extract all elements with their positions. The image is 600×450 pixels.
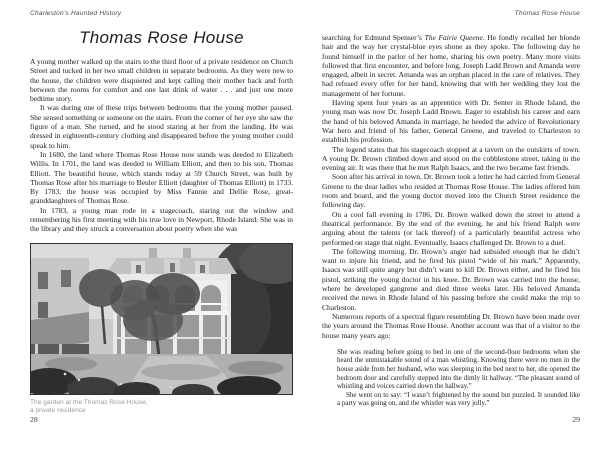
right-page-body: [322, 33, 580, 340]
chapter-title: Thomas Rose House: [79, 28, 244, 47]
photo-garden: [31, 354, 292, 394]
paragraph: In 1680, the land where Thomas Rose House now stands was deeded to Elizabeth Willis. In 1701, the land was deeded to William Elliott, and then to his son, Thomas Elliott. The beautiful house, which stands today at 59 Church Street, was built by Thomas Rose after his marriage to Beuler Elliott (daughter of Thomas Elliott) in 1733. By 1783, the house was occupied by Miss Fannie and Dellie Rose, great-granddaughters of Thomas Rose.: [30, 149, 293, 206]
photo-caption-line1: The garden at the Thomas Rose House,: [30, 399, 148, 406]
paragraph: The following morning, Dr. Brown’s anger had subsided enough that he didn’t want to injure his friend, and he fired his pistol “wide of his mark.” Apparently, Isaacs was still quite angry but didn’t want to kill Dr. Brown either, and he fired his pistol, striking the young doctor in his knee. Dr. Brown was carried into the house, where he developed gangrene and died three weeks later. His beloved Amanda received the news in Rhode Island of his passing before she could make the trip to Charleston.: [322, 246, 580, 312]
page-number-right: 29: [572, 415, 580, 424]
left-page: [30, 0, 293, 450]
block-quote: [337, 348, 580, 408]
paragraph: The legend states that his stagecoach stopped at a tavern on the outskirts of town. A young Dr. Brown climbed down and stood on the cobblestone street, taking in the evening air. It was there that he met Ralph Isaacs, and the two became fast friends.: [322, 144, 580, 173]
paragraph: Numerous reports of a spectral figure resembling Dr. Brown have been made over the years around the Thomas Rose House. Another account was that of a visitor to the house many years ago:: [322, 311, 580, 340]
paragraph: It was during one of these trips between bedrooms that the young mother paused. She sensed something or someone on the stairs. From the corner of her eye she saw the figure of a man. She turned, and he stood staring at her from the landing. He was dressed in eighteenth-century clothing and disappeared before the young mother could speak to him.: [30, 103, 293, 150]
page-number-left: 28: [30, 415, 38, 424]
running-head-right: Thomas Rose House: [514, 10, 580, 17]
right-page: [322, 0, 580, 450]
italic-text: The Fairie Queene: [424, 33, 483, 42]
running-head-left: Charleston’s Haunted History: [30, 10, 122, 17]
photo-figure: [30, 243, 293, 415]
right-page-body-wrap: [322, 33, 580, 408]
text-segment: . He fondly recalled her blonde hair and the way her crystal-blue eyes shone as they spoke. The following day he found himself in the parlor of her home, sharing his own poetry. Many more visits followed that first encounter, and before long, Joseph Ladd Brown and Amanda were engaged, albeit in secret. Amanda was an orphan placed in the care of relatives. They had refused every offer for her hand, knowing that with her wedding they lost the management of her fortune.: [322, 33, 580, 98]
paragraph: In 1783, a young man rode in a stagecoach, staring out the window and remembering his first meeting with his true love in Newport, Rhode Island. She was in the library and they struck a conversation about poetry when she was: [30, 205, 293, 234]
photo-caption-line2: a private residence: [30, 407, 86, 415]
house-photo-illustration: [31, 244, 292, 394]
photo-caption: [30, 399, 293, 415]
paragraph: She went on to say: “I wasn’t frightened by the sound but puzzled. It sounded like a party was going on, and the whistler was very jolly.”: [337, 390, 580, 408]
paragraph: [322, 33, 580, 98]
house-photo: [30, 243, 293, 395]
paragraph: Having spent four years as an apprentice with Dr. Senter in Rhode Island, the young man was now Dr. Joseph Ladd Brown. Eager to establish his career and earn the hand of his beloved Amanda in marriage, he heeded the advice of Revolutionary War hero and friend of his father, General Greene, and traveled to Charleston to establish his profession.: [322, 98, 580, 145]
paragraph: She was reading before going to bed in one of the second-floor bedrooms when she heard the unmistakable sound of a man whistling. Knowing there were no men in the house aside from her husband, who was sleeping in the bed next to her, she opened the bedroom door and carefully stepped into the dimly lit hallway. “The pleasant sound of whistling and voices carried down the hallway.”: [337, 347, 580, 391]
paragraph: On a cool fall evening in 1786, Dr. Brown walked down the street to attend a theatrical performance. By the end of the evening, he and his friend Ralph were arguing about the talents (or lack thereof) of a particularly beautiful actress who performed on stage that night. Eventually, Isaacs challenged Dr. Brown to a duel.: [322, 209, 580, 247]
paragraph: Soon after his arrival in town, Dr. Brown took a letter he had carried from General Greene to the dear ladies who resided at Thomas Rose House. The ladies offered him room and board, and the young doctor moved into the Church Street residence the following day.: [322, 172, 580, 210]
left-page-body: [30, 57, 293, 234]
text-segment: searching for Edmund Spenser’s: [322, 33, 425, 42]
paragraph: A young mother walked up the stairs to the third floor of a private residence on Church Street and tucked in her two small children in separate bedrooms. As they were new to the house, the children were disquieted and kept calling their mother back and forth between the rooms for comfort and one last drink of water . . . and just one more bedtime story.: [30, 57, 293, 104]
